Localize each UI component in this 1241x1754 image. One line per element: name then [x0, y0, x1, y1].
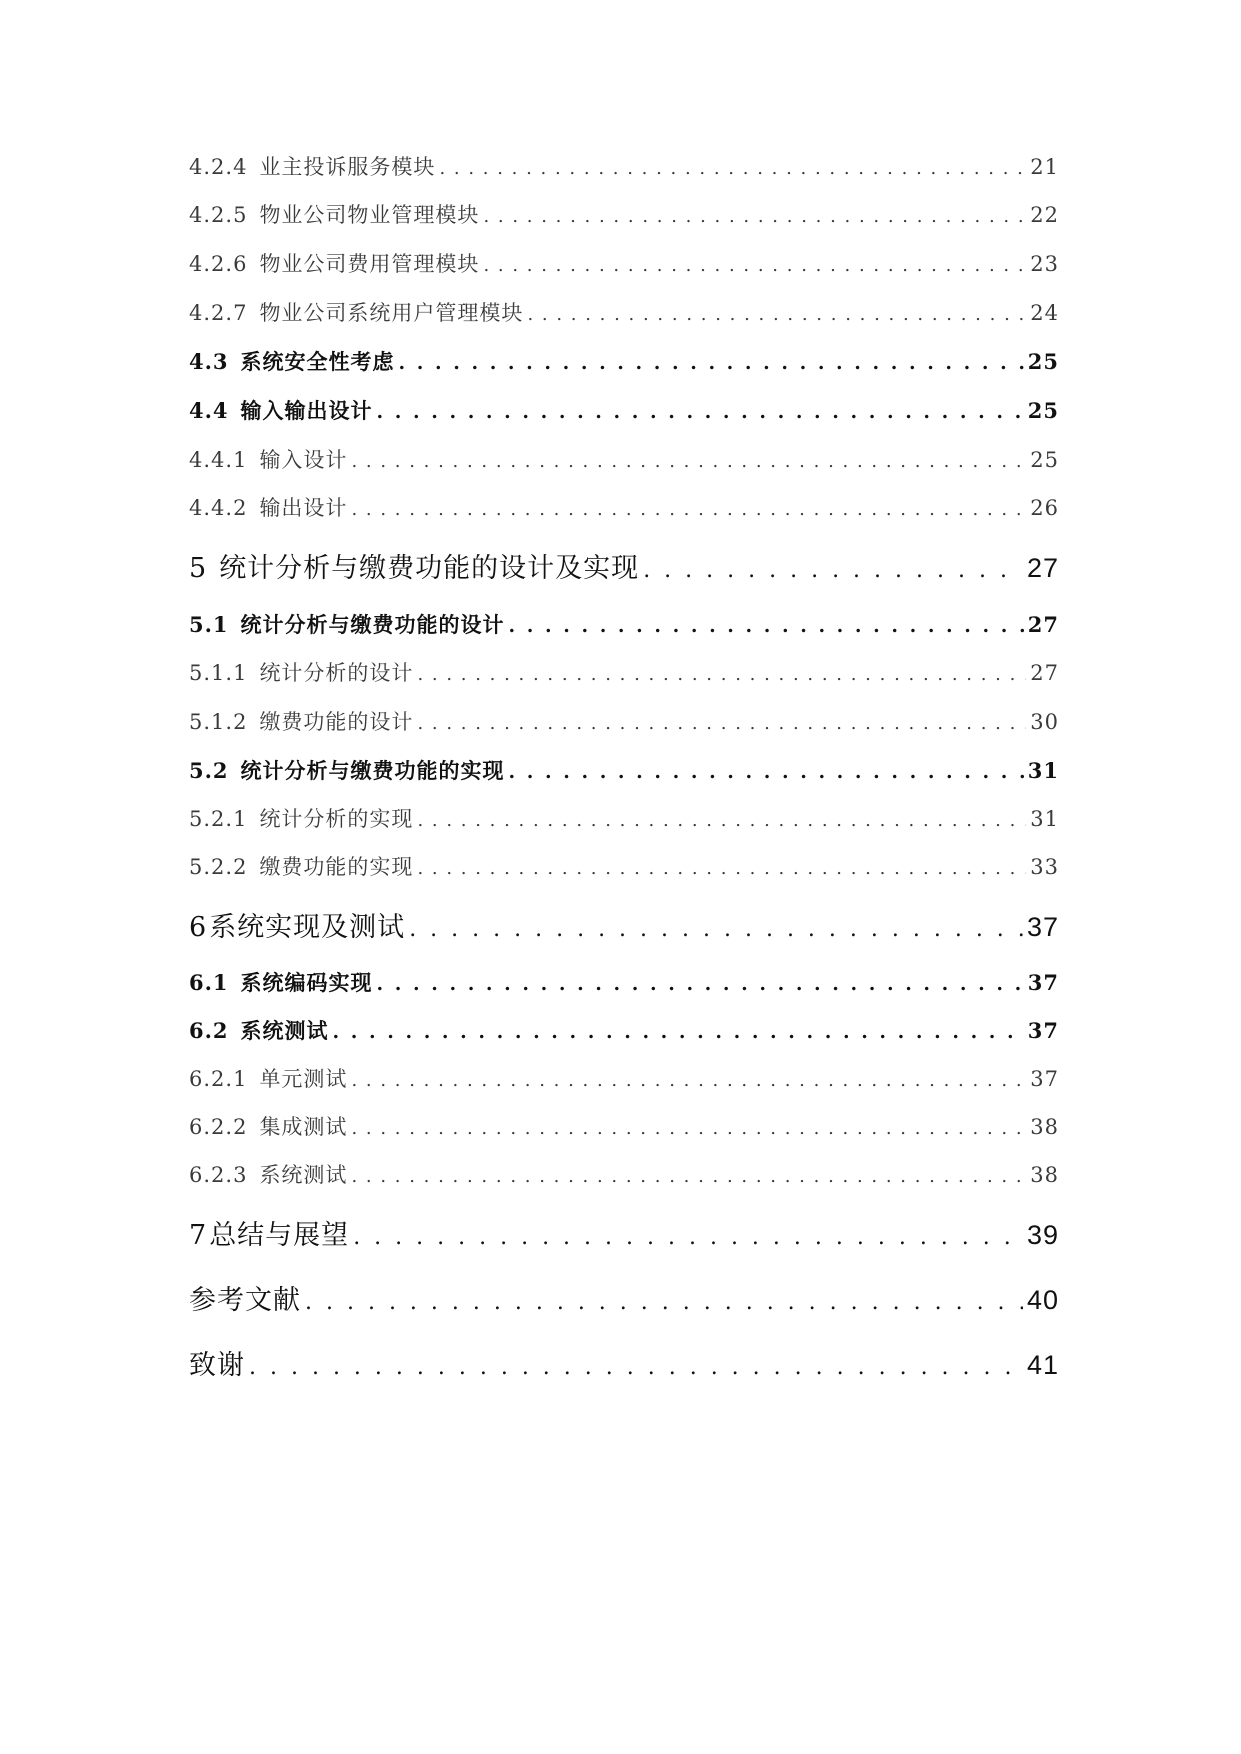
toc-entry-number: 4.4 — [189, 398, 229, 423]
toc-entry-title: 输出设计 — [259, 496, 348, 520]
toc-entry[interactable] — [189, 851, 1059, 881]
toc-leader-dots — [509, 615, 1024, 637]
toc-entry[interactable] — [189, 1111, 1059, 1141]
toc-leader-dots — [399, 352, 1024, 374]
toc-page-number: 25 — [1027, 349, 1059, 374]
toc-leader-dots — [483, 206, 1026, 227]
toc-page-number: 27 — [1027, 612, 1059, 637]
toc-entry-label — [189, 395, 373, 425]
toc-entry-title: 统计分析的实现 — [259, 807, 414, 831]
toc-entry[interactable] — [189, 492, 1059, 522]
toc-page-number: 27 — [1026, 553, 1059, 583]
toc-page-number: 37 — [1030, 1067, 1059, 1091]
toc-entry-label — [189, 657, 413, 687]
toc-entry-number: 5.2.2 — [189, 855, 248, 879]
toc-entry-number: 6 — [189, 912, 208, 943]
toc-leader-dots — [417, 810, 1026, 831]
toc-page-number: 22 — [1030, 203, 1059, 227]
toc-entry-number: 5 — [189, 553, 208, 584]
toc-entry-number: 4.3 — [189, 349, 229, 374]
toc-entry-label — [189, 444, 347, 474]
toc-entry-number: 5.1.2 — [189, 710, 248, 734]
toc-entry-number: 4.2.4 — [189, 155, 248, 179]
toc-page-number: 27 — [1030, 661, 1059, 685]
toc-entry-title: 致谢 — [189, 1350, 245, 1381]
toc-page-number: 26 — [1030, 496, 1059, 520]
toc-leader-dots — [333, 1021, 1024, 1043]
toc-entry-label — [189, 346, 395, 376]
toc-entry-label — [189, 1213, 349, 1252]
toc-entry-label — [189, 1278, 301, 1317]
toc-entry-number: 4.2.6 — [189, 252, 248, 276]
toc-page-number: 23 — [1030, 252, 1059, 276]
toc-entry-label — [189, 297, 523, 327]
toc-entry-number: 6.1 — [189, 970, 229, 995]
toc-entry-label — [189, 1159, 347, 1189]
toc-entry-number: 5.2 — [189, 758, 229, 783]
toc-entry[interactable] — [189, 297, 1059, 327]
toc-entry-title: 输入输出设计 — [240, 398, 373, 423]
toc-leader-dots — [351, 499, 1026, 520]
toc-page-number: 21 — [1030, 155, 1059, 179]
toc-entry[interactable] — [189, 1213, 1059, 1252]
toc-entry-label — [189, 199, 479, 229]
toc-entry-number: 5.2.1 — [189, 807, 248, 831]
toc-entry-title: 物业公司系统用户管理模块 — [259, 301, 524, 325]
toc-entry[interactable] — [189, 657, 1059, 687]
toc-entry-title: 统计分析与缴费功能的设计 — [240, 612, 505, 637]
toc-leader-dots — [249, 1355, 1023, 1380]
toc-page-number: 37 — [1026, 912, 1059, 942]
toc-leader-dots — [439, 158, 1026, 179]
toc-entry[interactable] — [189, 706, 1059, 736]
toc-entry-label — [189, 905, 405, 944]
toc-page-number: 31 — [1027, 758, 1059, 783]
toc-entry-number: 6.2.3 — [189, 1163, 248, 1187]
toc-entry-label — [189, 967, 373, 997]
toc-leader-dots — [483, 255, 1026, 276]
toc-leader-dots — [351, 1166, 1026, 1187]
toc-entry-title: 缴费功能的实现 — [259, 855, 414, 879]
toc-entry-title: 统计分析与缴费功能的实现 — [240, 758, 505, 783]
toc-page-number: 31 — [1030, 807, 1059, 831]
toc-entry-label — [189, 851, 413, 881]
toc-entry[interactable] — [189, 755, 1059, 785]
toc-entry[interactable] — [189, 395, 1059, 425]
toc-entry[interactable] — [189, 248, 1059, 278]
toc-entry-label — [189, 248, 479, 278]
toc-entry[interactable] — [189, 967, 1059, 997]
toc-entry-title: 业主投诉服务模块 — [259, 155, 436, 179]
toc-page-number: 30 — [1030, 710, 1059, 734]
toc-leader-dots — [417, 713, 1026, 734]
toc-entry-title: 参考文献 — [189, 1285, 301, 1316]
toc-entry[interactable] — [189, 444, 1059, 474]
toc-leader-dots — [527, 304, 1026, 325]
toc-entry-label — [189, 609, 505, 639]
toc-entry-label — [189, 492, 347, 522]
toc-entry-number: 6.2 — [189, 1018, 229, 1043]
toc-entry-number: 5.1 — [189, 612, 229, 637]
toc-entry[interactable] — [189, 1015, 1059, 1045]
toc-entry-number: 4.4.1 — [189, 448, 248, 472]
toc-entry-label — [189, 1015, 329, 1045]
toc-entry-title: 总结与展望 — [209, 1220, 350, 1251]
toc-entry-number: 6.2.1 — [189, 1067, 248, 1091]
toc-entry[interactable] — [189, 546, 1059, 585]
toc-entry-title: 物业公司费用管理模块 — [259, 252, 480, 276]
toc-entry-label — [189, 151, 435, 181]
toc-entry-title: 系统测试 — [259, 1163, 348, 1187]
toc-entry-label — [189, 1063, 347, 1093]
toc-page-number: 37 — [1027, 970, 1059, 995]
toc-entry-title: 统计分析的设计 — [259, 661, 414, 685]
toc-entry-title: 系统编码实现 — [240, 970, 373, 995]
toc-page-number: 25 — [1027, 398, 1059, 423]
toc-page-number: 25 — [1030, 448, 1059, 472]
toc-entry[interactable] — [189, 1159, 1059, 1189]
toc-page-number: 24 — [1030, 301, 1059, 325]
toc-page-number: 38 — [1030, 1163, 1059, 1187]
toc-entry[interactable] — [189, 803, 1059, 833]
toc-page-number: 38 — [1030, 1115, 1059, 1139]
toc-entry-title: 系统测试 — [240, 1018, 329, 1043]
toc-page-number: 40 — [1026, 1285, 1059, 1315]
toc-entry-label — [189, 755, 505, 785]
toc-leader-dots — [351, 1070, 1026, 1091]
toc-entry-number: 6.2.2 — [189, 1115, 248, 1139]
toc-entry-number: 4.2.7 — [189, 301, 248, 325]
toc-leader-dots — [305, 1290, 1023, 1315]
toc-entry-label — [189, 1343, 245, 1382]
toc-leader-dots — [417, 664, 1026, 685]
toc-entry-label — [189, 706, 413, 736]
toc-entry-title: 输入设计 — [259, 448, 348, 472]
toc-page-number: 33 — [1030, 855, 1059, 879]
toc-entry[interactable] — [189, 609, 1059, 639]
toc-entry[interactable] — [189, 151, 1059, 181]
toc-leader-dots — [643, 558, 1023, 583]
toc-page-number: 41 — [1026, 1350, 1059, 1380]
toc-entry-title: 缴费功能的设计 — [259, 710, 414, 734]
toc-entry[interactable] — [189, 1343, 1059, 1382]
toc-leader-dots — [351, 1118, 1026, 1139]
toc-entry-number: 4.4.2 — [189, 496, 248, 520]
toc-entry-number: 7 — [189, 1220, 208, 1251]
toc-leader-dots — [353, 1225, 1023, 1250]
toc-leader-dots — [377, 973, 1024, 995]
toc-entry[interactable] — [189, 346, 1059, 376]
toc-page-number: 39 — [1026, 1220, 1059, 1250]
toc-entry-title: 单元测试 — [259, 1067, 348, 1091]
toc-leader-dots — [417, 858, 1026, 879]
toc-entry-title: 统计分析与缴费功能的设计及实现 — [219, 553, 640, 584]
toc-entry-number: 4.2.5 — [189, 203, 248, 227]
toc-entry-title: 集成测试 — [259, 1115, 348, 1139]
toc-entry[interactable] — [189, 199, 1059, 229]
toc-entry[interactable] — [189, 1278, 1059, 1317]
toc-entry-title: 系统实现及测试 — [209, 912, 406, 943]
toc-entry-title: 系统安全性考虑 — [240, 349, 395, 374]
toc-entry-title: 物业公司物业管理模块 — [259, 203, 480, 227]
toc-leader-dots — [409, 917, 1023, 942]
toc-leader-dots — [351, 451, 1026, 472]
toc-entry-label — [189, 1111, 347, 1141]
toc-entry-number: 5.1.1 — [189, 661, 248, 685]
toc-page-number: 37 — [1027, 1018, 1059, 1043]
toc-entry[interactable] — [189, 1063, 1059, 1093]
toc-entry-label — [189, 546, 639, 585]
toc-leader-dots — [377, 401, 1024, 423]
toc-entry-label — [189, 803, 413, 833]
toc-entry[interactable] — [189, 905, 1059, 944]
toc-leader-dots — [509, 761, 1024, 783]
